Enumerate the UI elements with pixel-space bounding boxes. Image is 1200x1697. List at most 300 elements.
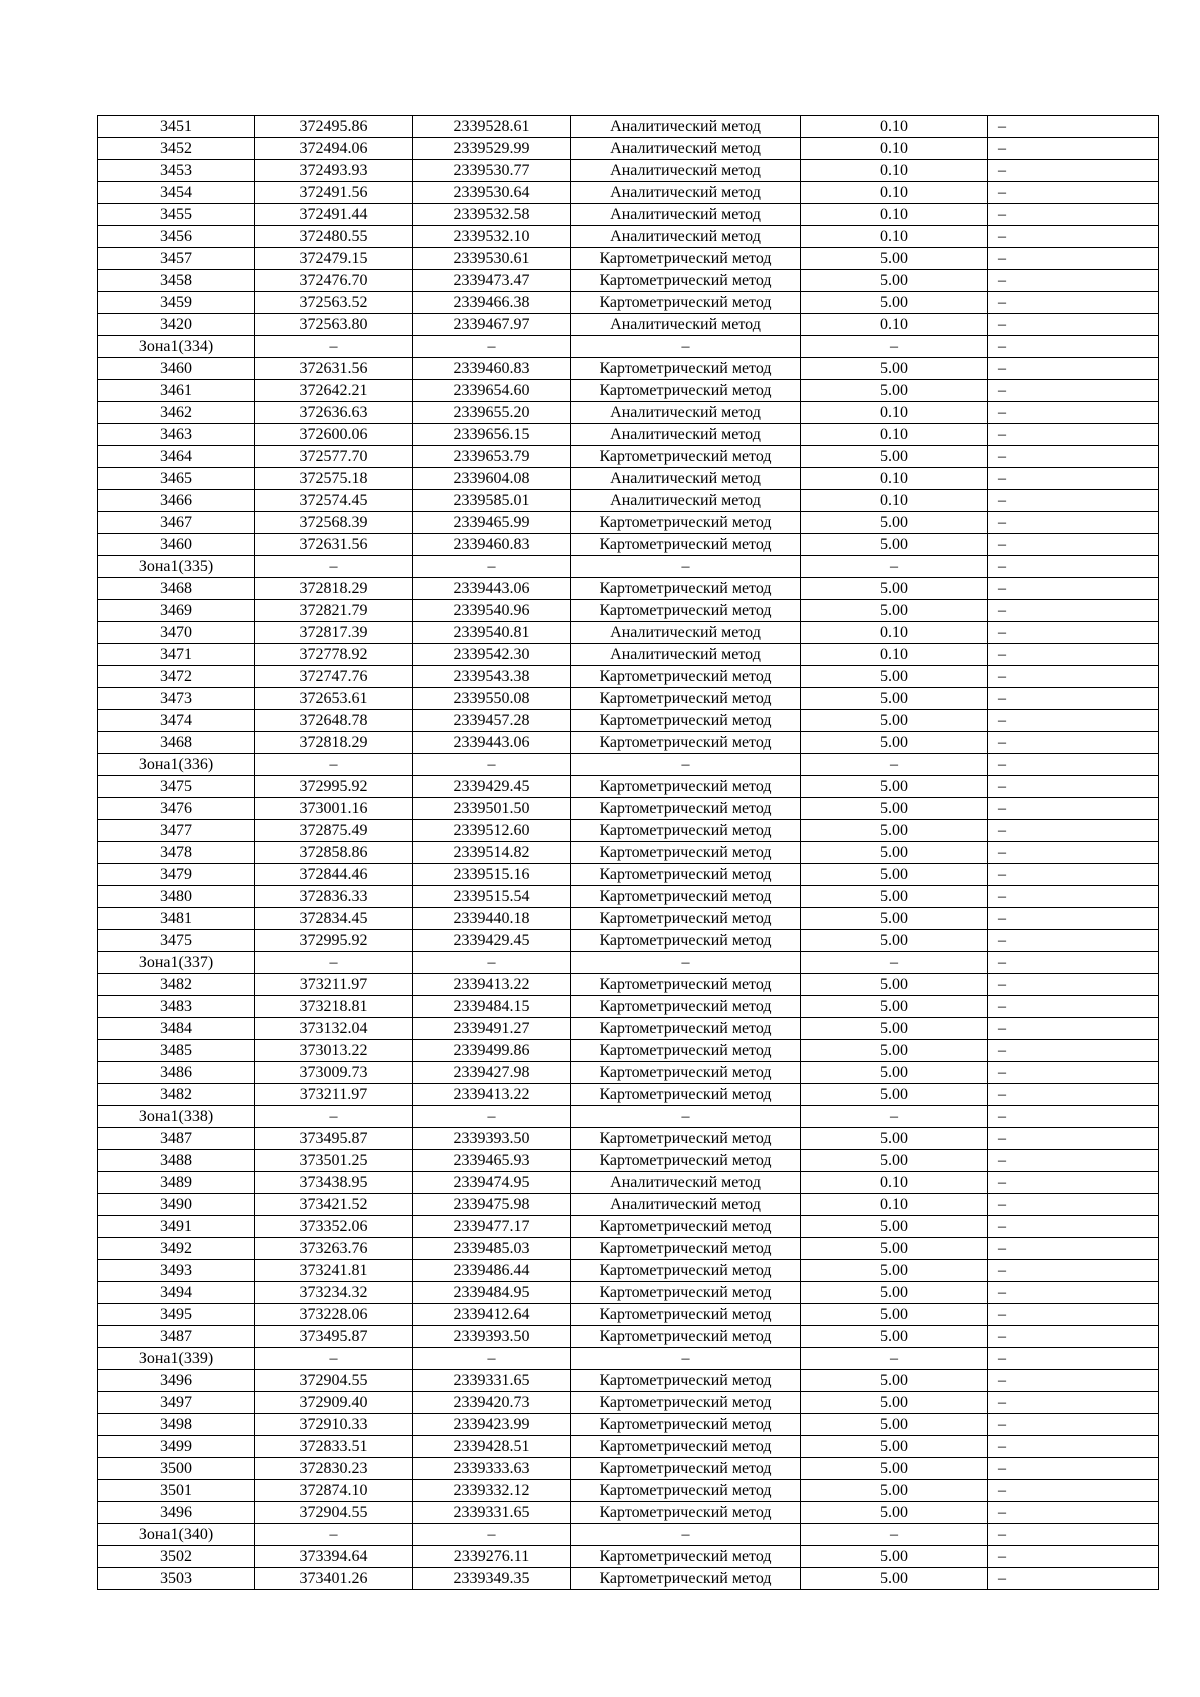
- y-coordinate-cell: 2339428.51: [413, 1436, 571, 1458]
- accuracy-cell: 5.00: [801, 996, 988, 1018]
- method-cell: Картометрический метод: [571, 1370, 801, 1392]
- method-cell: Картометрический метод: [571, 1436, 801, 1458]
- accuracy-cell: 5.00: [801, 908, 988, 930]
- note-cell: –: [988, 1194, 1159, 1216]
- y-coordinate-cell: 2339440.18: [413, 908, 571, 930]
- accuracy-cell: 5.00: [801, 1260, 988, 1282]
- table-row: [98, 292, 1159, 314]
- table-row: [98, 1370, 1159, 1392]
- note-cell: –: [988, 600, 1159, 622]
- table-row: [98, 666, 1159, 688]
- x-coordinate-cell: 372995.92: [255, 776, 413, 798]
- method-cell: Картометрический метод: [571, 1392, 801, 1414]
- y-coordinate-cell: 2339543.38: [413, 666, 571, 688]
- table-row: [98, 1084, 1159, 1106]
- point-number-cell: 3472: [98, 666, 255, 688]
- y-coordinate-cell: 2339585.01: [413, 490, 571, 512]
- x-coordinate-cell: 373495.87: [255, 1128, 413, 1150]
- method-cell: Картометрический метод: [571, 1216, 801, 1238]
- y-coordinate-cell: 2339429.45: [413, 930, 571, 952]
- x-coordinate-cell: –: [255, 1524, 413, 1546]
- note-cell: –: [988, 160, 1159, 182]
- note-cell: –: [988, 424, 1159, 446]
- point-number-cell: 3496: [98, 1370, 255, 1392]
- method-cell: Аналитический метод: [571, 490, 801, 512]
- x-coordinate-cell: –: [255, 336, 413, 358]
- method-cell: Аналитический метод: [571, 402, 801, 424]
- accuracy-cell: 5.00: [801, 886, 988, 908]
- method-cell: Картометрический метод: [571, 1458, 801, 1480]
- note-cell: –: [988, 1348, 1159, 1370]
- y-coordinate-cell: 2339393.50: [413, 1326, 571, 1348]
- x-coordinate-cell: 373013.22: [255, 1040, 413, 1062]
- table-row: [98, 732, 1159, 754]
- accuracy-cell: 0.10: [801, 1172, 988, 1194]
- point-number-cell: 3496: [98, 1502, 255, 1524]
- point-number-cell: 3503: [98, 1568, 255, 1590]
- y-coordinate-cell: –: [413, 1524, 571, 1546]
- x-coordinate-cell: 372479.15: [255, 248, 413, 270]
- accuracy-cell: 5.00: [801, 600, 988, 622]
- point-number-cell: 3468: [98, 732, 255, 754]
- x-coordinate-cell: 372648.78: [255, 710, 413, 732]
- accuracy-cell: –: [801, 1106, 988, 1128]
- y-coordinate-cell: 2339467.97: [413, 314, 571, 336]
- x-coordinate-cell: 373001.16: [255, 798, 413, 820]
- x-coordinate-cell: 372836.33: [255, 886, 413, 908]
- note-cell: –: [988, 292, 1159, 314]
- x-coordinate-cell: 372834.45: [255, 908, 413, 930]
- note-cell: –: [988, 1502, 1159, 1524]
- point-number-cell: 3482: [98, 1084, 255, 1106]
- point-number-cell: 3501: [98, 1480, 255, 1502]
- x-coordinate-cell: 373211.97: [255, 1084, 413, 1106]
- y-coordinate-cell: 2339485.03: [413, 1238, 571, 1260]
- x-coordinate-cell: 372636.63: [255, 402, 413, 424]
- table-row: [98, 622, 1159, 644]
- method-cell: –: [571, 754, 801, 776]
- accuracy-cell: 5.00: [801, 248, 988, 270]
- point-number-cell: 3485: [98, 1040, 255, 1062]
- table-row: [98, 1458, 1159, 1480]
- coordinates-table-body: [98, 116, 1159, 1590]
- y-coordinate-cell: 2339528.61: [413, 116, 571, 138]
- note-cell: –: [988, 622, 1159, 644]
- accuracy-cell: 0.10: [801, 402, 988, 424]
- accuracy-cell: –: [801, 1348, 988, 1370]
- accuracy-cell: 5.00: [801, 1370, 988, 1392]
- x-coordinate-cell: 372476.70: [255, 270, 413, 292]
- x-coordinate-cell: 373009.73: [255, 1062, 413, 1084]
- method-cell: Аналитический метод: [571, 644, 801, 666]
- point-number-cell: 3461: [98, 380, 255, 402]
- method-cell: Картометрический метод: [571, 248, 801, 270]
- y-coordinate-cell: 2339542.30: [413, 644, 571, 666]
- accuracy-cell: 0.10: [801, 138, 988, 160]
- point-number-cell: Зона1(339): [98, 1348, 255, 1370]
- y-coordinate-cell: 2339349.35: [413, 1568, 571, 1590]
- point-number-cell: 3484: [98, 1018, 255, 1040]
- accuracy-cell: 5.00: [801, 688, 988, 710]
- method-cell: Картометрический метод: [571, 776, 801, 798]
- y-coordinate-cell: 2339529.99: [413, 138, 571, 160]
- zone-header-row: [98, 1524, 1159, 1546]
- note-cell: –: [988, 886, 1159, 908]
- zone-header-row: [98, 952, 1159, 974]
- coordinates-table: [97, 115, 1159, 1590]
- note-cell: –: [988, 1282, 1159, 1304]
- point-number-cell: 3473: [98, 688, 255, 710]
- accuracy-cell: 5.00: [801, 358, 988, 380]
- y-coordinate-cell: 2339477.17: [413, 1216, 571, 1238]
- point-number-cell: 3420: [98, 314, 255, 336]
- table-row: [98, 798, 1159, 820]
- table-row: [98, 578, 1159, 600]
- table-row: [98, 1040, 1159, 1062]
- method-cell: Картометрический метод: [571, 600, 801, 622]
- method-cell: Аналитический метод: [571, 138, 801, 160]
- x-coordinate-cell: 373394.64: [255, 1546, 413, 1568]
- method-cell: –: [571, 1524, 801, 1546]
- table-row: [98, 1282, 1159, 1304]
- method-cell: Картометрический метод: [571, 270, 801, 292]
- method-cell: Картометрический метод: [571, 798, 801, 820]
- method-cell: Картометрический метод: [571, 864, 801, 886]
- zone-header-row: [98, 1106, 1159, 1128]
- method-cell: Аналитический метод: [571, 204, 801, 226]
- method-cell: Аналитический метод: [571, 424, 801, 446]
- point-number-cell: 3456: [98, 226, 255, 248]
- y-coordinate-cell: 2339474.95: [413, 1172, 571, 1194]
- note-cell: –: [988, 578, 1159, 600]
- y-coordinate-cell: 2339655.20: [413, 402, 571, 424]
- accuracy-cell: –: [801, 1524, 988, 1546]
- table-row: [98, 446, 1159, 468]
- method-cell: Аналитический метод: [571, 622, 801, 644]
- note-cell: –: [988, 1326, 1159, 1348]
- y-coordinate-cell: 2339412.64: [413, 1304, 571, 1326]
- y-coordinate-cell: 2339515.54: [413, 886, 571, 908]
- note-cell: –: [988, 182, 1159, 204]
- x-coordinate-cell: 372631.56: [255, 534, 413, 556]
- x-coordinate-cell: –: [255, 754, 413, 776]
- note-cell: –: [988, 754, 1159, 776]
- table-row: [98, 864, 1159, 886]
- x-coordinate-cell: 372778.92: [255, 644, 413, 666]
- note-cell: –: [988, 248, 1159, 270]
- point-number-cell: 3462: [98, 402, 255, 424]
- accuracy-cell: 5.00: [801, 1414, 988, 1436]
- y-coordinate-cell: 2339331.65: [413, 1370, 571, 1392]
- accuracy-cell: 5.00: [801, 1216, 988, 1238]
- table-row: [98, 996, 1159, 1018]
- x-coordinate-cell: 372858.86: [255, 842, 413, 864]
- method-cell: Картометрический метод: [571, 1238, 801, 1260]
- table-row: [98, 1238, 1159, 1260]
- method-cell: Картометрический метод: [571, 578, 801, 600]
- accuracy-cell: 5.00: [801, 666, 988, 688]
- note-cell: –: [988, 952, 1159, 974]
- y-coordinate-cell: 2339484.15: [413, 996, 571, 1018]
- accuracy-cell: 5.00: [801, 1018, 988, 1040]
- method-cell: Картометрический метод: [571, 1568, 801, 1590]
- y-coordinate-cell: 2339514.82: [413, 842, 571, 864]
- method-cell: Аналитический метод: [571, 1194, 801, 1216]
- table-row: [98, 1546, 1159, 1568]
- x-coordinate-cell: 373263.76: [255, 1238, 413, 1260]
- x-coordinate-cell: 372817.39: [255, 622, 413, 644]
- table-row: [98, 270, 1159, 292]
- x-coordinate-cell: 372830.23: [255, 1458, 413, 1480]
- y-coordinate-cell: 2339413.22: [413, 974, 571, 996]
- note-cell: –: [988, 974, 1159, 996]
- point-number-cell: Зона1(337): [98, 952, 255, 974]
- accuracy-cell: –: [801, 556, 988, 578]
- note-cell: –: [988, 336, 1159, 358]
- note-cell: –: [988, 1128, 1159, 1150]
- note-cell: –: [988, 204, 1159, 226]
- y-coordinate-cell: 2339532.58: [413, 204, 571, 226]
- accuracy-cell: 5.00: [801, 380, 988, 402]
- note-cell: –: [988, 930, 1159, 952]
- note-cell: –: [988, 1458, 1159, 1480]
- x-coordinate-cell: –: [255, 556, 413, 578]
- accuracy-cell: 5.00: [801, 798, 988, 820]
- point-number-cell: 3477: [98, 820, 255, 842]
- method-cell: Картометрический метод: [571, 1304, 801, 1326]
- method-cell: Картометрический метод: [571, 908, 801, 930]
- x-coordinate-cell: 372653.61: [255, 688, 413, 710]
- x-coordinate-cell: 372904.55: [255, 1502, 413, 1524]
- note-cell: –: [988, 1568, 1159, 1590]
- point-number-cell: 3487: [98, 1326, 255, 1348]
- point-number-cell: Зона1(336): [98, 754, 255, 776]
- point-number-cell: 3495: [98, 1304, 255, 1326]
- x-coordinate-cell: 372494.06: [255, 138, 413, 160]
- method-cell: Аналитический метод: [571, 116, 801, 138]
- x-coordinate-cell: 372575.18: [255, 468, 413, 490]
- note-cell: –: [988, 490, 1159, 512]
- method-cell: Картометрический метод: [571, 1502, 801, 1524]
- note-cell: –: [988, 1436, 1159, 1458]
- y-coordinate-cell: 2339473.47: [413, 270, 571, 292]
- y-coordinate-cell: 2339512.60: [413, 820, 571, 842]
- note-cell: –: [988, 1414, 1159, 1436]
- y-coordinate-cell: 2339429.45: [413, 776, 571, 798]
- x-coordinate-cell: 372574.45: [255, 490, 413, 512]
- table-row: [98, 468, 1159, 490]
- note-cell: –: [988, 710, 1159, 732]
- table-row: [98, 1392, 1159, 1414]
- point-number-cell: 3470: [98, 622, 255, 644]
- note-cell: –: [988, 512, 1159, 534]
- point-number-cell: 3500: [98, 1458, 255, 1480]
- accuracy-cell: 0.10: [801, 468, 988, 490]
- accuracy-cell: 5.00: [801, 1568, 988, 1590]
- note-cell: –: [988, 1018, 1159, 1040]
- table-row: [98, 490, 1159, 512]
- note-cell: –: [988, 908, 1159, 930]
- point-number-cell: 3487: [98, 1128, 255, 1150]
- accuracy-cell: 5.00: [801, 1282, 988, 1304]
- accuracy-cell: 5.00: [801, 1040, 988, 1062]
- point-number-cell: 3488: [98, 1150, 255, 1172]
- accuracy-cell: 5.00: [801, 1326, 988, 1348]
- point-number-cell: 3499: [98, 1436, 255, 1458]
- method-cell: Картометрический метод: [571, 1282, 801, 1304]
- method-cell: Аналитический метод: [571, 1172, 801, 1194]
- point-number-cell: 3478: [98, 842, 255, 864]
- note-cell: –: [988, 1524, 1159, 1546]
- table-row: [98, 1194, 1159, 1216]
- note-cell: –: [988, 688, 1159, 710]
- y-coordinate-cell: 2339540.96: [413, 600, 571, 622]
- note-cell: –: [988, 996, 1159, 1018]
- table-row: [98, 1502, 1159, 1524]
- x-coordinate-cell: 372818.29: [255, 578, 413, 600]
- note-cell: –: [988, 1392, 1159, 1414]
- point-number-cell: 3480: [98, 886, 255, 908]
- method-cell: Картометрический метод: [571, 1040, 801, 1062]
- table-row: [98, 512, 1159, 534]
- note-cell: –: [988, 1150, 1159, 1172]
- note-cell: –: [988, 226, 1159, 248]
- accuracy-cell: 5.00: [801, 446, 988, 468]
- method-cell: Картометрический метод: [571, 534, 801, 556]
- zone-header-row: [98, 556, 1159, 578]
- point-number-cell: 3471: [98, 644, 255, 666]
- method-cell: Картометрический метод: [571, 1150, 801, 1172]
- x-coordinate-cell: 372844.46: [255, 864, 413, 886]
- accuracy-cell: 5.00: [801, 512, 988, 534]
- point-number-cell: 3464: [98, 446, 255, 468]
- x-coordinate-cell: –: [255, 952, 413, 974]
- y-coordinate-cell: 2339484.95: [413, 1282, 571, 1304]
- y-coordinate-cell: 2339457.28: [413, 710, 571, 732]
- point-number-cell: 3491: [98, 1216, 255, 1238]
- point-number-cell: 3493: [98, 1260, 255, 1282]
- accuracy-cell: 5.00: [801, 710, 988, 732]
- point-number-cell: 3497: [98, 1392, 255, 1414]
- accuracy-cell: 0.10: [801, 182, 988, 204]
- x-coordinate-cell: 372995.92: [255, 930, 413, 952]
- x-coordinate-cell: 373438.95: [255, 1172, 413, 1194]
- x-coordinate-cell: 372642.21: [255, 380, 413, 402]
- point-number-cell: 3494: [98, 1282, 255, 1304]
- point-number-cell: 3479: [98, 864, 255, 886]
- table-row: [98, 248, 1159, 270]
- zone-header-row: [98, 336, 1159, 358]
- accuracy-cell: 5.00: [801, 1436, 988, 1458]
- y-coordinate-cell: 2339530.77: [413, 160, 571, 182]
- point-number-cell: 3482: [98, 974, 255, 996]
- x-coordinate-cell: 373211.97: [255, 974, 413, 996]
- note-cell: –: [988, 1084, 1159, 1106]
- method-cell: –: [571, 1348, 801, 1370]
- y-coordinate-cell: 2339550.08: [413, 688, 571, 710]
- point-number-cell: 3452: [98, 138, 255, 160]
- method-cell: Аналитический метод: [571, 182, 801, 204]
- y-coordinate-cell: 2339604.08: [413, 468, 571, 490]
- y-coordinate-cell: –: [413, 336, 571, 358]
- y-coordinate-cell: 2339501.50: [413, 798, 571, 820]
- point-number-cell: 3481: [98, 908, 255, 930]
- method-cell: Картометрический метод: [571, 1546, 801, 1568]
- table-row: [98, 1172, 1159, 1194]
- accuracy-cell: 5.00: [801, 1304, 988, 1326]
- x-coordinate-cell: 372563.52: [255, 292, 413, 314]
- point-number-cell: Зона1(338): [98, 1106, 255, 1128]
- point-number-cell: 3454: [98, 182, 255, 204]
- table-row: [98, 1304, 1159, 1326]
- accuracy-cell: 5.00: [801, 820, 988, 842]
- accuracy-cell: 5.00: [801, 732, 988, 754]
- method-cell: –: [571, 1106, 801, 1128]
- method-cell: Картометрический метод: [571, 1480, 801, 1502]
- zone-header-row: [98, 754, 1159, 776]
- table-row: [98, 820, 1159, 842]
- method-cell: –: [571, 952, 801, 974]
- y-coordinate-cell: 2339393.50: [413, 1128, 571, 1150]
- point-number-cell: 3463: [98, 424, 255, 446]
- method-cell: Картометрический метод: [571, 886, 801, 908]
- x-coordinate-cell: 373241.81: [255, 1260, 413, 1282]
- method-cell: Картометрический метод: [571, 380, 801, 402]
- method-cell: –: [571, 556, 801, 578]
- accuracy-cell: 5.00: [801, 534, 988, 556]
- y-coordinate-cell: 2339486.44: [413, 1260, 571, 1282]
- table-row: [98, 776, 1159, 798]
- note-cell: –: [988, 380, 1159, 402]
- y-coordinate-cell: –: [413, 1348, 571, 1370]
- accuracy-cell: –: [801, 952, 988, 974]
- point-number-cell: 3465: [98, 468, 255, 490]
- note-cell: –: [988, 1480, 1159, 1502]
- x-coordinate-cell: 372563.80: [255, 314, 413, 336]
- y-coordinate-cell: 2339465.99: [413, 512, 571, 534]
- table-row: [98, 1216, 1159, 1238]
- x-coordinate-cell: 372821.79: [255, 600, 413, 622]
- point-number-cell: 3475: [98, 776, 255, 798]
- accuracy-cell: 5.00: [801, 776, 988, 798]
- method-cell: Картометрический метод: [571, 974, 801, 996]
- table-row: [98, 534, 1159, 556]
- note-cell: –: [988, 138, 1159, 160]
- method-cell: Картометрический метод: [571, 732, 801, 754]
- table-row: [98, 644, 1159, 666]
- x-coordinate-cell: 372818.29: [255, 732, 413, 754]
- note-cell: –: [988, 314, 1159, 336]
- y-coordinate-cell: 2339491.27: [413, 1018, 571, 1040]
- note-cell: –: [988, 1172, 1159, 1194]
- y-coordinate-cell: 2339656.15: [413, 424, 571, 446]
- point-number-cell: 3468: [98, 578, 255, 600]
- table-row: [98, 908, 1159, 930]
- table-row: [98, 1414, 1159, 1436]
- point-number-cell: 3502: [98, 1546, 255, 1568]
- x-coordinate-cell: 373218.81: [255, 996, 413, 1018]
- point-number-cell: 3492: [98, 1238, 255, 1260]
- table-row: [98, 1260, 1159, 1282]
- point-number-cell: 3469: [98, 600, 255, 622]
- note-cell: –: [988, 1546, 1159, 1568]
- accuracy-cell: 0.10: [801, 226, 988, 248]
- y-coordinate-cell: 2339443.06: [413, 578, 571, 600]
- table-row: [98, 688, 1159, 710]
- method-cell: Картометрический метод: [571, 1326, 801, 1348]
- note-cell: –: [988, 1260, 1159, 1282]
- x-coordinate-cell: 373228.06: [255, 1304, 413, 1326]
